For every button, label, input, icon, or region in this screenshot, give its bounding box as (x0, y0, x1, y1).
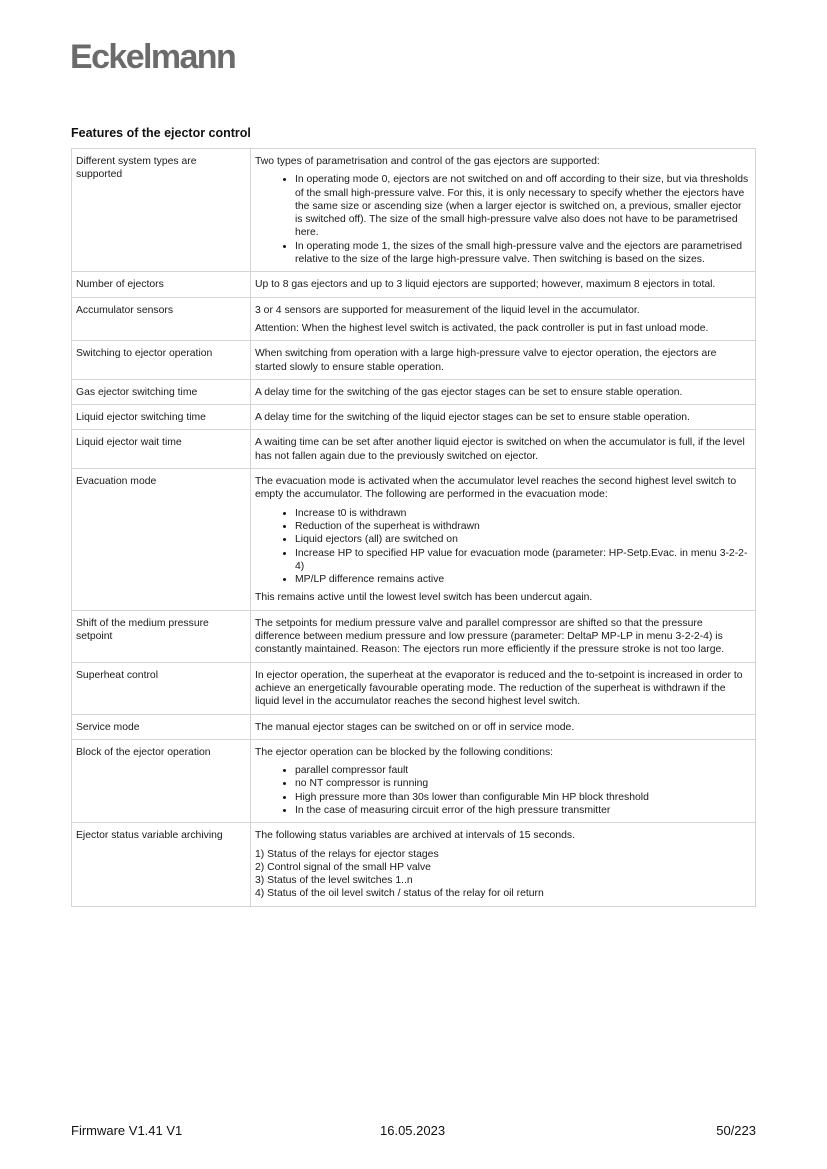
description-paragraph: Up to 8 gas ejectors and up to 3 liquid ejectors are supported; however, maximum 8 ejectors in total. (255, 279, 716, 291)
feature-row (72, 610, 756, 662)
bullet-item: • Increase t0 is withdrawn (295, 507, 750, 520)
section-title: Features of the ejector control (71, 126, 251, 140)
features-table (71, 148, 756, 907)
feature-row (72, 272, 756, 297)
feature-description (251, 610, 756, 662)
feature-name: Number of ejectors (72, 272, 251, 297)
feature-name: Ejector status variable archiving (72, 823, 251, 906)
feature-description (251, 662, 756, 714)
bullet-item: • High pressure more than 30s lower than configurable Min HP block threshold (295, 791, 750, 804)
feature-row (72, 430, 756, 469)
feature-row (72, 739, 756, 822)
feature-description (251, 405, 756, 430)
bullet-item: • parallel compressor fault (295, 764, 750, 777)
description-paragraph: The ejector operation can be blocked by the following conditions: (255, 746, 554, 758)
numbered-line: 2) Control signal of the small HP valve (255, 861, 431, 873)
feature-description (251, 379, 756, 404)
bullet-item: • In the case of measuring circuit error of the high pressure transmitter (295, 804, 750, 817)
feature-description (251, 469, 756, 611)
description-paragraph: In ejector operation, the superheat at the evaporator is reduced and the to-setpoint is increased in order to achieve an energetically favourable operating mode. The reduction of the superheat is withdrawn if the liquid level in the accumulator reaches the second highest level switch. (255, 669, 743, 708)
footer-date: 16.05.2023 (380, 1123, 446, 1138)
feature-name: Different system types are supported (72, 149, 251, 272)
feature-name: Liquid ejector switching time (72, 405, 251, 430)
description-paragraph: Two types of parametrisation and control of the gas ejectors are supported: (255, 156, 600, 167)
bullet-list (255, 173, 750, 266)
feature-row (72, 379, 756, 404)
feature-description (251, 430, 756, 469)
bullet-item: • In operating mode 1, the sizes of the small high-pressure valve and the ejectors are parametrised relative to the size of the large high-pressure valve. Then switching is based on the sizes. (295, 240, 750, 267)
feature-description (251, 714, 756, 739)
description-paragraph: Attention: When the highest level switch is activated, the pack controller is put in fast unload mode. (255, 322, 709, 334)
feature-name: Gas ejector switching time (72, 379, 251, 404)
numbered-line: 3) Status of the level switches 1..n (255, 875, 413, 887)
feature-description (251, 823, 756, 906)
feature-row (72, 341, 756, 380)
feature-name: Evacuation mode (72, 469, 251, 611)
description-paragraph: The manual ejector stages can be switched on or off in service mode. (255, 721, 575, 733)
feature-row (72, 662, 756, 714)
bullet-list (255, 507, 750, 587)
description-paragraph: A delay time for the switching of the gas ejector stages can be set to ensure stable operation. (255, 386, 683, 398)
feature-description (251, 297, 756, 341)
bullet-item: • no NT compressor is running (295, 777, 750, 790)
bullet-item: • Increase HP to specified HP value for evacuation mode (parameter: HP-Setp.Evac. in menu 3-2-2-4) (295, 547, 750, 574)
description-paragraph: This remains active until the lowest level switch has been undercut again. (255, 592, 593, 604)
feature-name: Service mode (72, 714, 251, 739)
feature-row (72, 149, 756, 272)
bullet-item: • Reduction of the superheat is withdrawn (295, 520, 750, 533)
description-paragraph: The setpoints for medium pressure valve and parallel compressor are shifted so that the pressure difference between medium pressure and low pressure (parameter: DeltaP MP-LP in menu 3-2-2-4) is constantly maintained. Reason: The ejectors run more efficiently if the pressure stroke is not too large. (255, 617, 725, 656)
bullet-list (255, 764, 750, 817)
feature-name: Block of the ejector operation (72, 739, 251, 822)
features-table-body (72, 149, 756, 907)
feature-description (251, 341, 756, 380)
bullet-item: • Liquid ejectors (all) are switched on (295, 533, 750, 546)
feature-description (251, 739, 756, 822)
description-paragraph: 3 or 4 sensors are supported for measurement of the liquid level in the accumulator. (255, 304, 640, 316)
feature-row (72, 823, 756, 906)
feature-name: Superheat control (72, 662, 251, 714)
description-paragraph: When switching from operation with a large high-pressure valve to ejector operation, the ejectors are started slowly to ensure stable operation. (255, 348, 717, 373)
description-paragraph: The evacuation mode is activated when the accumulator level reaches the second highest level switch to empty the accumulator. The following are performed in the evacuation mode: (255, 476, 737, 501)
numbered-line: 4) Status of the oil level switch / status of the relay for oil return (255, 888, 544, 900)
feature-name: Shift of the medium pressure setpoint (72, 610, 251, 662)
feature-name: Accumulator sensors (72, 297, 251, 341)
footer-firmware: Firmware V1.41 V1 (71, 1123, 183, 1138)
numbered-lines (255, 848, 750, 901)
bullet-item: • MP/LP difference remains active (295, 573, 750, 586)
footer-page-number: 50/223 (716, 1123, 756, 1138)
description-paragraph: The following status variables are archived at intervals of 15 seconds. (255, 830, 575, 842)
feature-row (72, 469, 756, 611)
feature-name: Liquid ejector wait time (72, 430, 251, 469)
feature-name: Switching to ejector operation (72, 341, 251, 380)
feature-description (251, 272, 756, 297)
numbered-line: 1) Status of the relays for ejector stages (255, 848, 439, 860)
feature-row (72, 714, 756, 739)
eckelmann-logo: Eckelmann (70, 38, 236, 76)
feature-row (72, 297, 756, 341)
description-paragraph: A waiting time can be set after another liquid ejector is switched on when the accumulator is full, if the level has not fallen again due to the previously switched on ejector. (255, 437, 745, 462)
feature-description (251, 149, 756, 272)
bullet-item: • In operating mode 0, ejectors are not switched on and off according to their size, but via thresholds of the small high-pressure valve. For this, it is only necessary to specify whether the ejectors have the same size or ascending size (when a larger ejector is switched on, a previous, smaller ejector is switched off). The size of the small high-pressure valve also does not have to be parametrised here. (295, 173, 750, 239)
description-paragraph: A delay time for the switching of the liquid ejector stages can be set to ensure stable operation. (255, 412, 690, 424)
feature-row (72, 405, 756, 430)
